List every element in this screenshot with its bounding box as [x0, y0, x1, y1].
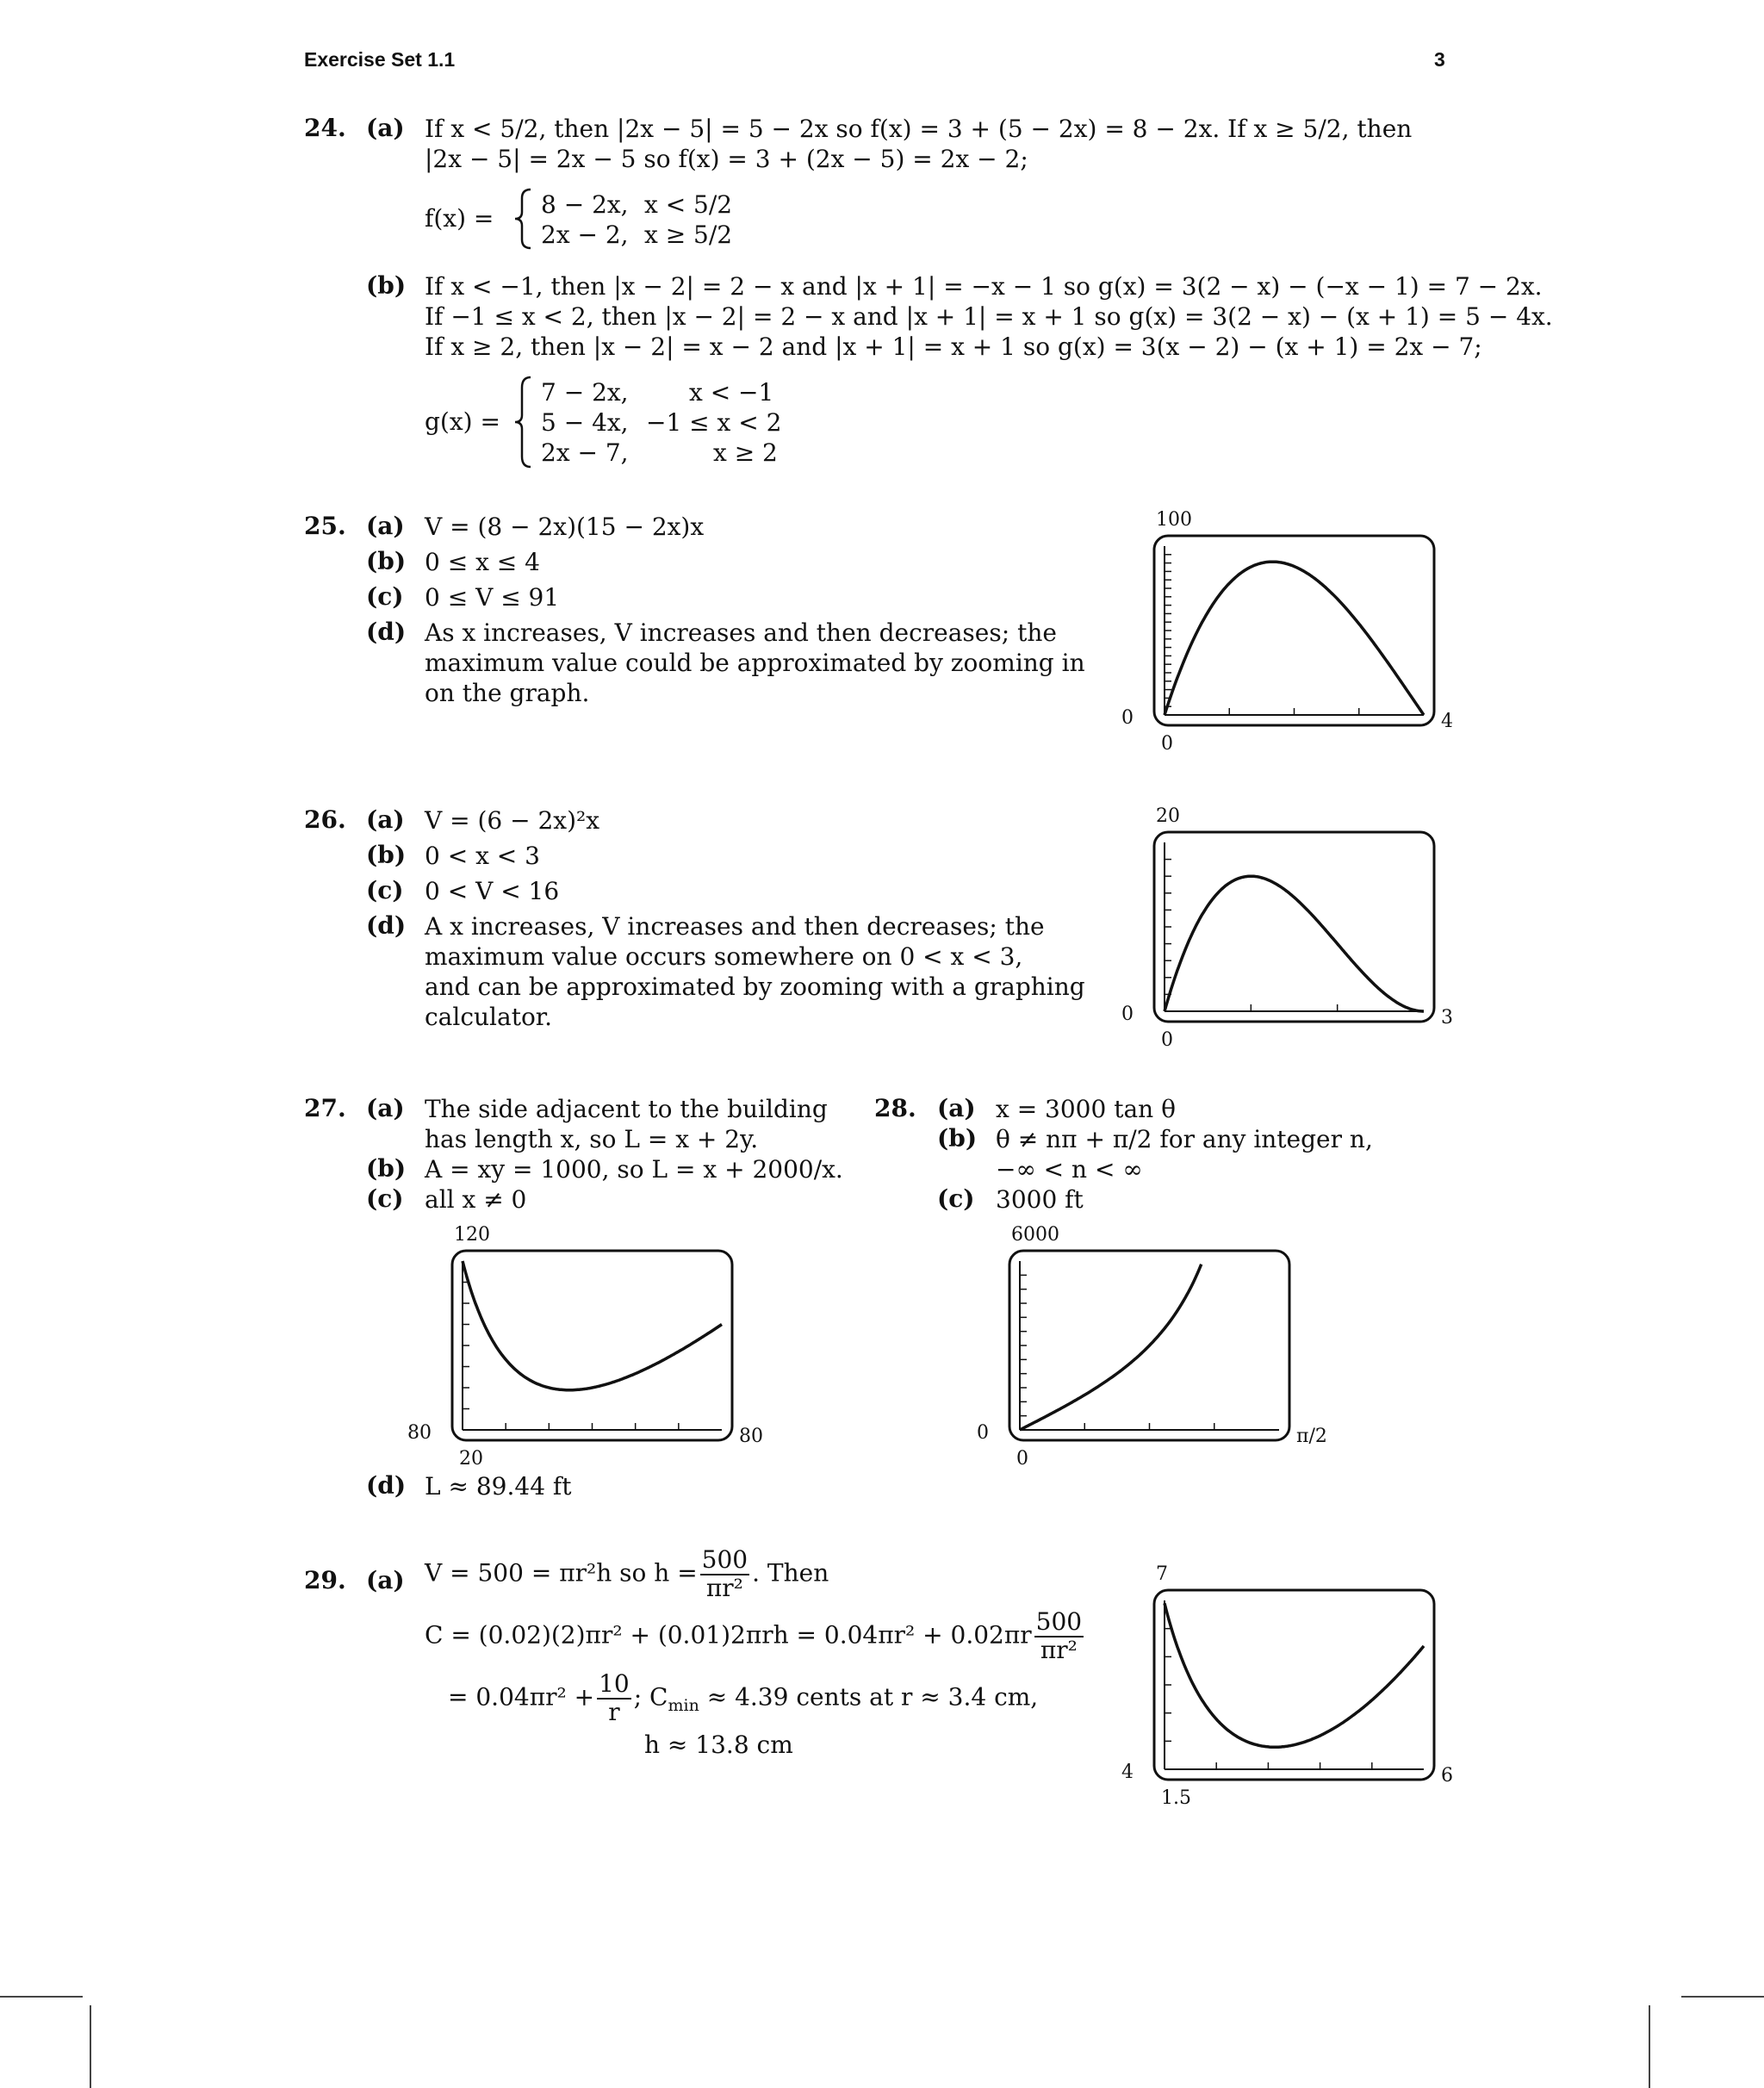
- part-label-25b: (b): [366, 547, 407, 575]
- p26-a: V = (6 − 2x)²x: [425, 806, 600, 835]
- part-label-26b: (b): [366, 841, 407, 869]
- p24-a-line1: If x < 5/2, then |2x − 5| = 5 − 2x so f(x) = 3 + (5 − 2x) = 8 − 2x. If x ≥ 5/2, then: [425, 115, 1413, 143]
- graph-29-curve: [1165, 1603, 1424, 1747]
- graph-28-xmax-label: π/2: [1296, 1426, 1327, 1447]
- graph-27-ymax-label: 120: [454, 1224, 490, 1246]
- part-label-28c: (c): [937, 1184, 975, 1213]
- c-denominator: πr²: [1040, 1635, 1078, 1664]
- graph-28-ymax-label: 6000: [1011, 1224, 1059, 1246]
- part-label-27a: (a): [366, 1094, 405, 1122]
- problem-number-24: 24.: [304, 114, 346, 142]
- p25-d-line2: maximum value could be approximated by zooming in: [425, 649, 1085, 677]
- p26-d-line2: maximum value occurs somewhere on 0 < x < 3,: [425, 942, 1023, 971]
- p25-d-line3: on the graph.: [425, 679, 590, 707]
- graph-26-ymin-label: 0: [1121, 1004, 1134, 1025]
- p24-g-case3: 2x − 7,: [541, 438, 629, 467]
- p29-l3-post: ; C: [633, 1682, 668, 1712]
- l3-numerator: 10: [599, 1669, 630, 1698]
- p28-a: x = 3000 tan θ: [996, 1095, 1176, 1123]
- p26-b: 0 < x < 3: [425, 842, 540, 870]
- graph-25-xmin-label: 0: [1161, 733, 1173, 755]
- p24-a-line2: |2x − 5| = 2x − 5 so f(x) = 3 + (2x − 5) = 2x − 2;: [425, 145, 1028, 173]
- page-number: 3: [1434, 48, 1445, 71]
- graph-29-xmin-label: 1.5: [1161, 1787, 1191, 1809]
- p29-a-pre: V = 500 = πr²h so h =: [425, 1558, 698, 1588]
- graph-26-ymax-label: 20: [1156, 805, 1180, 827]
- graph-25-curve: [1165, 562, 1424, 715]
- part-label-25d: (d): [366, 618, 407, 646]
- graph-29-frame: [1154, 1590, 1434, 1780]
- p24-f-lhs: f(x) =: [425, 204, 494, 233]
- p26-d-line4: calculator.: [425, 1003, 553, 1031]
- p27-d: L ≈ 89.44 ft: [425, 1472, 572, 1501]
- p24-b-line1: If x < −1, then |x − 2| = 2 − x and |x + 1| = −x − 1 so g(x) = 3(2 − x) − (−x − 1) = 7 − 2x.: [425, 272, 1543, 301]
- p25-a: V = (8 − 2x)(15 − 2x)x: [425, 513, 705, 541]
- problem-number-28: 28.: [874, 1094, 916, 1122]
- section-header: Exercise Set 1.1: [304, 48, 456, 71]
- p27-b: A = xy = 1000, so L = x + 2000/x.: [425, 1155, 843, 1184]
- problem-number-27: 27.: [304, 1094, 346, 1122]
- p24-g-cond1: x < −1: [689, 378, 774, 407]
- graph-27-xmax-label: 80: [739, 1426, 763, 1447]
- part-label-29a: (a): [366, 1566, 405, 1594]
- crop-mark-right-vertical: [1649, 2005, 1650, 2088]
- p24-f-cond1: x < 5/2: [644, 190, 733, 219]
- problem-number-29: 29.: [304, 1566, 346, 1594]
- p28-c: 3000 ft: [996, 1185, 1084, 1214]
- p26-d-line3: and can be approximated by zooming with a graphing: [425, 973, 1085, 1001]
- crop-mark-left-horizontal: [0, 1996, 83, 1998]
- p29-a-post: . Then: [752, 1558, 829, 1588]
- p24-f-case1: 8 − 2x,: [541, 190, 629, 219]
- p24-g-cond2: −1 ≤ x < 2: [646, 408, 782, 437]
- graph-28-curve: [1020, 1265, 1202, 1430]
- part-label-25c: (c): [366, 582, 404, 611]
- part-label-26a: (a): [366, 805, 405, 834]
- graph-28-ymin-label: 0: [977, 1422, 989, 1444]
- part-label-26c: (c): [366, 876, 404, 904]
- p29-l3-tail: ≈ 4.39 cents at r ≈ 3.4 cm,: [699, 1682, 1039, 1712]
- graph-25-xmax-label: 4: [1441, 711, 1453, 732]
- p24-g-cond3: x ≥ 2: [713, 438, 778, 467]
- p24-g-case2: 5 − 4x,: [541, 408, 629, 437]
- p24-g-lhs: g(x) =: [425, 407, 500, 436]
- graph-29-ymax-label: 7: [1156, 1563, 1168, 1585]
- graph-27-curve: [463, 1261, 722, 1390]
- p27-a-line1: The side adjacent to the building: [425, 1095, 828, 1123]
- part-label-28b: (b): [937, 1124, 978, 1153]
- graph-26-xmin-label: 0: [1161, 1029, 1173, 1051]
- cmin-subscript: min: [668, 1695, 699, 1715]
- graph-27-ymin-label: 80: [407, 1422, 432, 1444]
- p29-line4: h ≈ 13.8 cm: [644, 1731, 793, 1759]
- p24-g-case1: 7 − 2x,: [541, 378, 629, 407]
- graph-26-xmax-label: 3: [1441, 1007, 1453, 1028]
- p26-d-line1: A x increases, V increases and then decreases; the: [425, 912, 1045, 941]
- part-label-26d: (d): [366, 911, 407, 940]
- part-label-27c: (c): [366, 1184, 404, 1213]
- graph-26-curve: [1165, 876, 1424, 1011]
- p25-d-line1: As x increases, V increases and then decreases; the: [425, 618, 1057, 647]
- part-label-24a: (a): [366, 114, 405, 142]
- p29-l3-pre: = 0.04πr² +: [448, 1682, 595, 1712]
- p27-c: all x ≠ 0: [425, 1185, 527, 1214]
- c-numerator: 500: [1035, 1607, 1083, 1636]
- graph-25-ymax-label: 100: [1156, 509, 1192, 531]
- part-label-24b: (b): [366, 271, 407, 300]
- problem-number-26: 26.: [304, 805, 346, 834]
- graph-29-ymin-label: 4: [1121, 1762, 1134, 1783]
- part-label-28a: (a): [937, 1094, 976, 1122]
- p24-b-line2: If −1 ≤ x < 2, then |x − 2| = 2 − x and |x + 1| = x + 1 so g(x) = 3(2 − x) − (x + 1) = 5 − 4x.: [425, 302, 1553, 331]
- graph-29-xmax-label: 6: [1441, 1765, 1453, 1787]
- part-label-25a: (a): [366, 512, 405, 540]
- part-label-27d: (d): [366, 1471, 407, 1500]
- graph-25-ymin-label: 0: [1121, 707, 1134, 729]
- p24-b-line3: If x ≥ 2, then |x − 2| = x − 2 and |x + 1| = x + 1 so g(x) = 3(x − 2) − (x + 1) = 2x − 7;: [425, 332, 1482, 361]
- p27-a-line2: has length x, so L = x + 2y.: [425, 1125, 759, 1153]
- h-numerator: 500: [701, 1545, 748, 1574]
- h-denominator: πr²: [705, 1573, 743, 1602]
- p25-c: 0 ≤ V ≤ 91: [425, 583, 560, 612]
- crop-mark-left-vertical: [90, 2005, 91, 2088]
- p24-f-case2: 2x − 2,: [541, 221, 629, 249]
- p29-c-pre: C = (0.02)(2)πr² + (0.01)2πrh = 0.04πr² + 0.02πr: [425, 1620, 1032, 1650]
- l3-denominator: r: [608, 1697, 620, 1726]
- crop-mark-right-horizontal: [1681, 1996, 1764, 1998]
- p26-c: 0 < V < 16: [425, 877, 560, 905]
- p28-b-line1: θ ≠ nπ + π/2 for any integer n,: [996, 1125, 1373, 1153]
- problem-number-25: 25.: [304, 512, 346, 540]
- part-label-27b: (b): [366, 1154, 407, 1183]
- graph-27-xmin-label: 20: [459, 1448, 483, 1470]
- p24-f-cond2: x ≥ 5/2: [644, 221, 733, 249]
- graph-28-xmin-label: 0: [1016, 1448, 1028, 1470]
- p28-b-line2: −∞ < n < ∞: [996, 1155, 1143, 1184]
- p25-b: 0 ≤ x ≤ 4: [425, 548, 540, 576]
